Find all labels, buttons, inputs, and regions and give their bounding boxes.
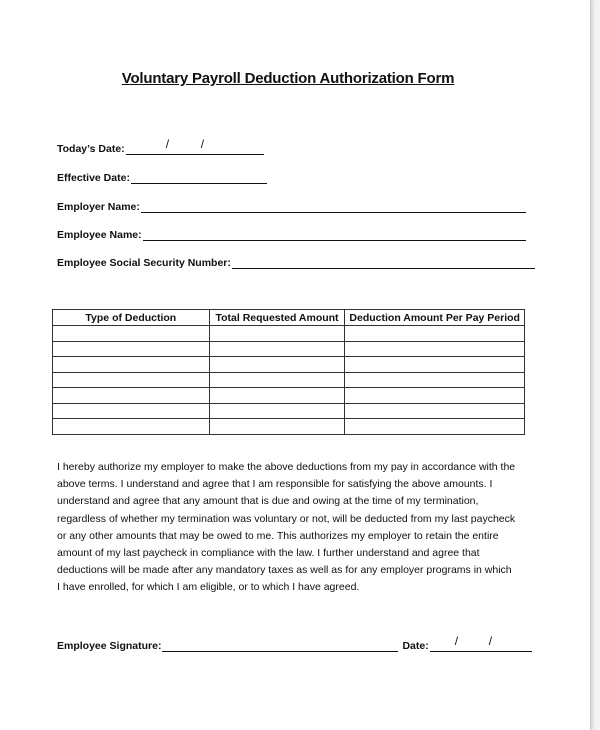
employee-name-label: Employee Name: xyxy=(57,229,142,241)
signature-date-field[interactable] xyxy=(430,634,532,652)
form-title: Voluntary Payroll Deduction Authorization Form xyxy=(121,70,455,87)
table-cell[interactable] xyxy=(345,326,525,342)
table-cell[interactable] xyxy=(345,388,525,404)
employee-signature-label: Employee Signature: xyxy=(57,640,162,652)
table-cell[interactable] xyxy=(209,403,345,419)
table-cell[interactable] xyxy=(209,326,345,342)
table-cell[interactable] xyxy=(209,372,345,388)
deductions-table xyxy=(52,309,525,435)
employer-name-field[interactable] xyxy=(141,200,526,213)
table-cell[interactable] xyxy=(209,388,345,404)
table-row xyxy=(53,388,525,404)
signature-date-label: Date: xyxy=(402,640,429,652)
date-separator: / xyxy=(165,137,170,151)
table-row xyxy=(53,403,525,419)
employee-name-row xyxy=(57,225,526,241)
authorization-text: I hereby authorize my employer to make the above deductions from my pay in accordance with the above terms. I understand and agree that I am responsible for satisfying the above amounts. I understand and agree that any amount that is due and owing at the time of my termination, regardless of whether my termination was voluntary or not, will be deducted from my last paycheck or any other amounts that may be owed to me. This authorizes my employer to retain the entire amount of my last paycheck in compliance with the law. I further understand and agree that deductions will be made after any mandatory taxes as well as for any employer programs in which I have enrolled, for which I am eligible, or to which I have agreed. xyxy=(57,461,516,594)
table-cell[interactable] xyxy=(345,341,525,357)
table-cell[interactable] xyxy=(53,388,210,404)
signature-row xyxy=(57,636,532,652)
employee-ssn-field[interactable] xyxy=(232,256,535,269)
table-row xyxy=(53,341,525,357)
employee-signature-field[interactable] xyxy=(162,639,398,652)
table-cell[interactable] xyxy=(209,341,345,357)
table-row xyxy=(53,357,525,373)
date-separator: / xyxy=(488,634,493,648)
todays-date-field[interactable] xyxy=(126,137,264,155)
todays-date-label: Today’s Date: xyxy=(57,143,125,155)
table-row xyxy=(53,372,525,388)
header-deduction-per-pay-period: Deduction Amount Per Pay Period xyxy=(345,310,525,326)
table-cell[interactable] xyxy=(53,326,210,342)
header-total-requested-amount: Total Requested Amount xyxy=(209,310,345,326)
table-cell[interactable] xyxy=(209,419,345,435)
employee-name-field[interactable] xyxy=(143,228,526,241)
effective-date-label: Effective Date: xyxy=(57,172,130,184)
table-cell[interactable] xyxy=(345,419,525,435)
table-row xyxy=(53,419,525,435)
employee-ssn-row xyxy=(57,253,535,269)
effective-date-row xyxy=(57,168,267,184)
effective-date-field[interactable] xyxy=(131,171,267,184)
table-cell[interactable] xyxy=(53,372,210,388)
table-cell[interactable] xyxy=(53,341,210,357)
table-row xyxy=(53,326,525,342)
table-cell[interactable] xyxy=(53,357,210,373)
employer-name-row xyxy=(57,197,526,213)
table-cell[interactable] xyxy=(345,357,525,373)
table-cell[interactable] xyxy=(345,372,525,388)
todays-date-row xyxy=(57,139,264,155)
employee-ssn-label: Employee Social Security Number: xyxy=(57,257,231,269)
table-cell[interactable] xyxy=(53,403,210,419)
employer-name-label: Employer Name: xyxy=(57,201,140,213)
header-type-of-deduction: Type of Deduction xyxy=(53,310,210,326)
date-separator: / xyxy=(454,634,459,648)
table-cell[interactable] xyxy=(53,419,210,435)
table-header-row xyxy=(53,310,525,326)
table-cell[interactable] xyxy=(209,357,345,373)
date-separator: / xyxy=(200,137,205,151)
table-cell[interactable] xyxy=(345,403,525,419)
